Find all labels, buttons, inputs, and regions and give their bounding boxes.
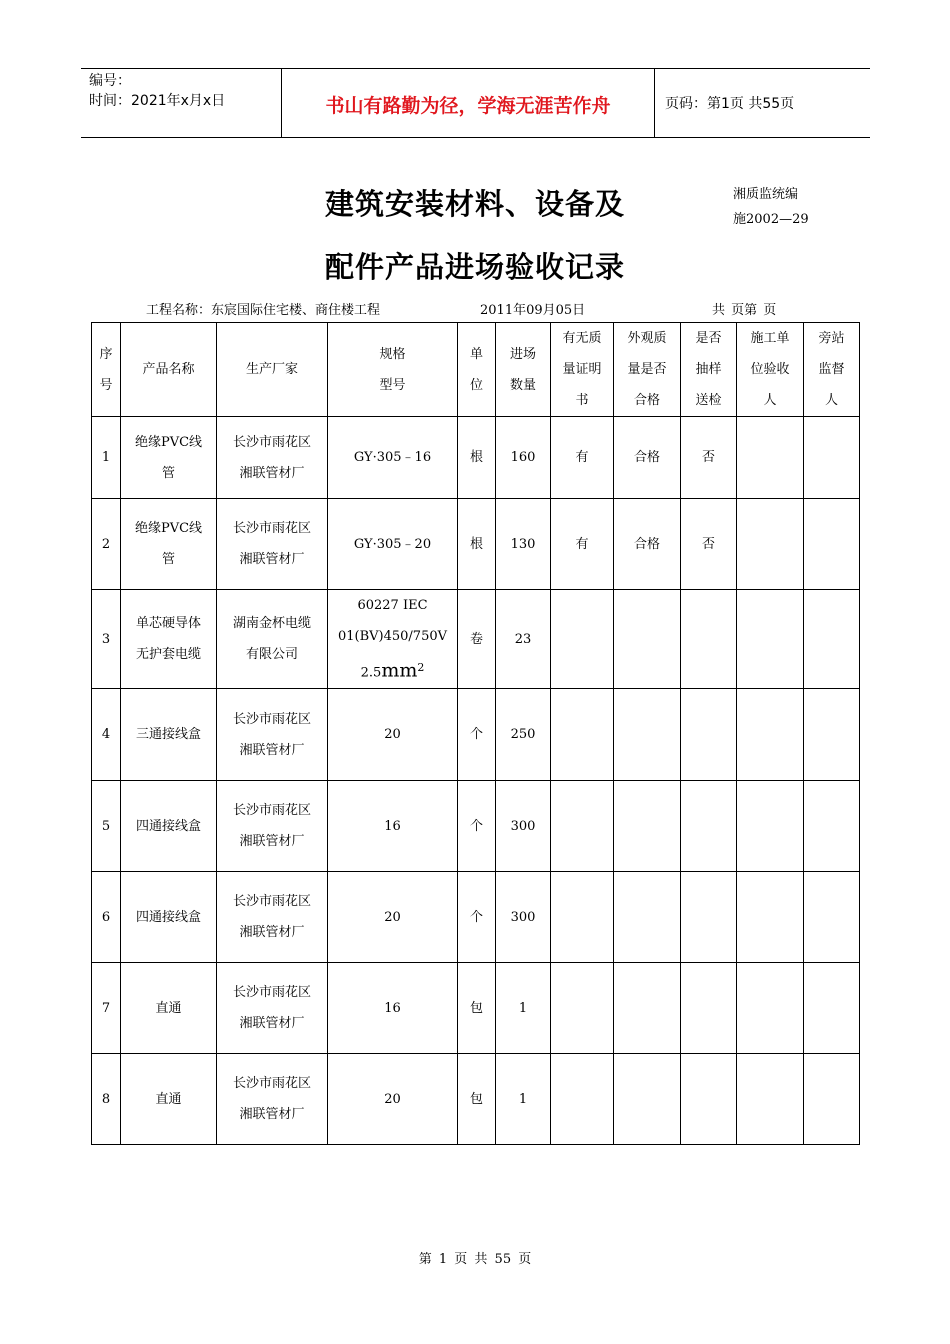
cell-supervise (804, 499, 860, 590)
cell-supervise (804, 1054, 860, 1145)
cell-maker-line: 湘联管材厂 (239, 834, 305, 850)
page-header (81, 68, 870, 138)
cell-appearance (614, 872, 681, 963)
cell-accept (737, 872, 804, 963)
cell-unit: 根 (458, 499, 496, 590)
cell-accept (737, 499, 804, 590)
col-product-header (121, 323, 217, 417)
cell-accept (737, 1054, 804, 1145)
cell-product-line: 管 (161, 552, 175, 567)
cell-appearance (614, 963, 681, 1054)
header-meta (89, 71, 225, 111)
cell-product (121, 963, 217, 1054)
cell-product-line: 绝缘PVC线 (134, 521, 203, 536)
cell-maker-line: 长沙市雨花区 (232, 521, 311, 536)
spec-unit: mm (381, 659, 418, 682)
cell-cert (551, 963, 614, 1054)
cell-sample: 否 (681, 499, 737, 590)
cell-spec: 20 (328, 1054, 458, 1145)
header-text: 外观质 (627, 331, 667, 346)
cell-product (121, 1054, 217, 1145)
cell-accept (737, 417, 804, 499)
header-text: 监督 (818, 362, 845, 377)
header-text: 旁站 (818, 331, 845, 346)
cell-spec: 20 (328, 872, 458, 963)
cell-no: 8 (92, 1054, 121, 1145)
cell-no: 7 (92, 963, 121, 1054)
cell-qty: 300 (496, 781, 551, 872)
cell-product (121, 872, 217, 963)
header-text: 产品名称 (142, 362, 195, 377)
cell-unit: 个 (458, 872, 496, 963)
header-text: 序 (99, 346, 113, 362)
header-text: 规格 (379, 346, 406, 362)
cell-spec: 20 (328, 689, 458, 781)
cell-spec (328, 590, 458, 689)
cell-accept (737, 590, 804, 689)
header-text: 位 (469, 377, 483, 393)
cell-maker-line: 湖南金杯电缆 (232, 616, 311, 632)
cell-qty: 160 (496, 417, 551, 499)
cell-product-line: 三通接线盒 (135, 727, 201, 743)
col-no-header (92, 323, 121, 417)
cell-qty: 1 (496, 1054, 551, 1145)
cell-accept (737, 781, 804, 872)
form-code (733, 182, 809, 232)
cell-qty: 250 (496, 689, 551, 781)
cell-no: 1 (92, 417, 121, 499)
cell-supervise (804, 872, 860, 963)
cell-maker (217, 781, 328, 872)
cell-maker (217, 1054, 328, 1145)
header-motto: 书山有路勤为径，学海无涯苦作舟 (325, 95, 611, 117)
cell-maker-line: 长沙市雨花区 (232, 711, 311, 727)
cell-no: 3 (92, 590, 121, 689)
form-code-line1: 湘质监统编 (733, 187, 799, 202)
project-name: 工程名称：东宸国际住宅楼、商住楼工程 (146, 303, 381, 318)
col-maker-header (217, 323, 328, 417)
header-text: 有无质 (562, 331, 602, 346)
cell-qty: 1 (496, 963, 551, 1054)
cell-sample (681, 590, 737, 689)
cell-unit: 卷 (458, 590, 496, 689)
cell-qty: 300 (496, 872, 551, 963)
cell-accept (737, 689, 804, 781)
cell-spec: 16 (328, 781, 458, 872)
cell-unit: 包 (458, 1054, 496, 1145)
cell-supervise (804, 689, 860, 781)
header-text: 生产厂家 (245, 362, 298, 377)
header-text: 型号 (379, 377, 406, 393)
col-appearance-header (614, 323, 681, 417)
table-row (92, 499, 860, 590)
cell-maker-line: 长沙市雨花区 (232, 803, 311, 819)
cell-maker-line: 湘联管材厂 (239, 925, 305, 941)
record-date: 2011年09月05日 (480, 303, 586, 318)
header-text: 人 (824, 393, 838, 408)
number-label: 编号： (89, 73, 131, 89)
cell-sample (681, 963, 737, 1054)
cell-appearance: 合格 (614, 417, 681, 499)
table-row (92, 417, 860, 499)
cell-unit: 个 (458, 781, 496, 872)
header-text: 是否 (695, 331, 722, 346)
cell-maker (217, 499, 328, 590)
header-text: 位验收 (750, 362, 790, 377)
cell-unit: 根 (458, 417, 496, 499)
col-accept-header (737, 323, 804, 417)
cell-maker-line: 长沙市雨花区 (232, 434, 311, 450)
cell-sample (681, 872, 737, 963)
page-blank: 共 页第 页 (712, 303, 777, 318)
doc-title-line1: 建筑安装材料、设备及 (324, 187, 625, 221)
cell-spec: 16 (328, 963, 458, 1054)
cell-product (121, 689, 217, 781)
cell-unit: 包 (458, 963, 496, 1054)
cell-product (121, 499, 217, 590)
cell-appearance (614, 781, 681, 872)
cell-maker-line: 长沙市雨花区 (232, 894, 311, 910)
cell-spec-line (332, 652, 453, 688)
page-footer: 第 1 页 共 55 页 (418, 1252, 532, 1267)
header-text: 量是否 (627, 362, 667, 377)
header-text: 合格 (633, 393, 660, 408)
cell-cert: 有 (551, 499, 614, 590)
header-text: 书 (575, 393, 589, 408)
col-cert-header (551, 323, 614, 417)
cell-cert (551, 689, 614, 781)
cell-supervise (804, 781, 860, 872)
cell-supervise (804, 963, 860, 1054)
cell-no: 2 (92, 499, 121, 590)
header-text: 抽样 (695, 362, 722, 377)
cell-product-line: 直通 (155, 1000, 182, 1016)
header-text: 送检 (695, 393, 722, 408)
cell-appearance (614, 590, 681, 689)
cell-cert (551, 781, 614, 872)
cell-product-line: 四通接线盒 (135, 818, 201, 834)
cell-product (121, 417, 217, 499)
cell-product (121, 781, 217, 872)
table-row (92, 781, 860, 872)
cell-appearance (614, 1054, 681, 1145)
cell-product (121, 590, 217, 689)
form-code-line2: 施2002—29 (733, 212, 809, 227)
table-header-row (92, 323, 860, 417)
table-body (92, 417, 860, 1145)
cell-qty: 130 (496, 499, 551, 590)
cell-maker-line: 湘联管材厂 (239, 1107, 305, 1123)
cell-qty: 23 (496, 590, 551, 689)
spec-unit-exponent: 2 (417, 661, 425, 674)
cell-spec: GY·305﹣20 (328, 499, 458, 590)
cell-product-line: 四通接线盒 (135, 909, 201, 925)
header-text: 进场 (509, 346, 536, 362)
cell-no: 5 (92, 781, 121, 872)
cell-unit: 个 (458, 689, 496, 781)
time-label: 时间：2021年x月x日 (89, 93, 226, 109)
header-text: 数量 (509, 377, 536, 393)
cell-supervise (804, 417, 860, 499)
cell-maker-line: 湘联管材厂 (239, 1016, 305, 1032)
cell-sample (681, 1054, 737, 1145)
cell-cert (551, 872, 614, 963)
cell-cert: 有 (551, 417, 614, 499)
header-text: 量证明 (562, 362, 602, 377)
header-text: 号 (99, 377, 113, 393)
table-row (92, 963, 860, 1054)
table-row (92, 1054, 860, 1145)
acceptance-table (91, 322, 860, 1145)
header-text: 单 (469, 346, 483, 362)
col-supervise-header (804, 323, 860, 417)
cell-maker-line: 有限公司 (245, 647, 298, 663)
table-row (92, 590, 860, 689)
cell-product-line: 直通 (155, 1091, 182, 1107)
cell-product-line: 单芯硬导体 (135, 616, 201, 632)
cell-sample (681, 689, 737, 781)
cell-sample (681, 781, 737, 872)
col-qty-header (496, 323, 551, 417)
cell-accept (737, 963, 804, 1054)
cell-no: 4 (92, 689, 121, 781)
cell-maker (217, 417, 328, 499)
cell-maker (217, 590, 328, 689)
col-unit-header (458, 323, 496, 417)
cell-sample: 否 (681, 417, 737, 499)
cell-maker-line: 长沙市雨花区 (232, 985, 311, 1001)
col-sample-header (681, 323, 737, 417)
col-spec-header (328, 323, 458, 417)
header-text: 人 (763, 393, 777, 408)
cell-maker-line: 湘联管材厂 (239, 465, 305, 481)
doc-title-line2: 配件产品进场验收记录 (324, 250, 625, 284)
cell-product-line: 管 (161, 465, 175, 481)
cell-cert (551, 590, 614, 689)
header-page-info: 页码：第1页 共55页 (665, 96, 795, 112)
cell-maker (217, 872, 328, 963)
cell-supervise (804, 590, 860, 689)
cell-cert (551, 1054, 614, 1145)
cell-maker (217, 963, 328, 1054)
cell-no: 6 (92, 872, 121, 963)
cell-spec-line: 01(BV)450/750V (337, 629, 448, 644)
cell-spec-line: 60227 IEC (357, 598, 428, 613)
cell-maker (217, 689, 328, 781)
header-text: 施工单 (750, 331, 790, 346)
table-row (92, 689, 860, 781)
cell-product-line: 无护套电缆 (135, 647, 201, 663)
cell-product-line: 绝缘PVC线 (134, 434, 203, 450)
cell-appearance: 合格 (614, 499, 681, 590)
cell-maker-line: 湘联管材厂 (239, 742, 305, 758)
spec-size: 2.5 (360, 665, 382, 681)
cell-maker-line: 湘联管材厂 (239, 552, 305, 567)
cell-maker-line: 长沙市雨花区 (232, 1076, 311, 1092)
cell-spec: GY·305﹣16 (328, 417, 458, 499)
header-divider (654, 69, 655, 137)
cell-appearance (614, 689, 681, 781)
table-row (92, 872, 860, 963)
